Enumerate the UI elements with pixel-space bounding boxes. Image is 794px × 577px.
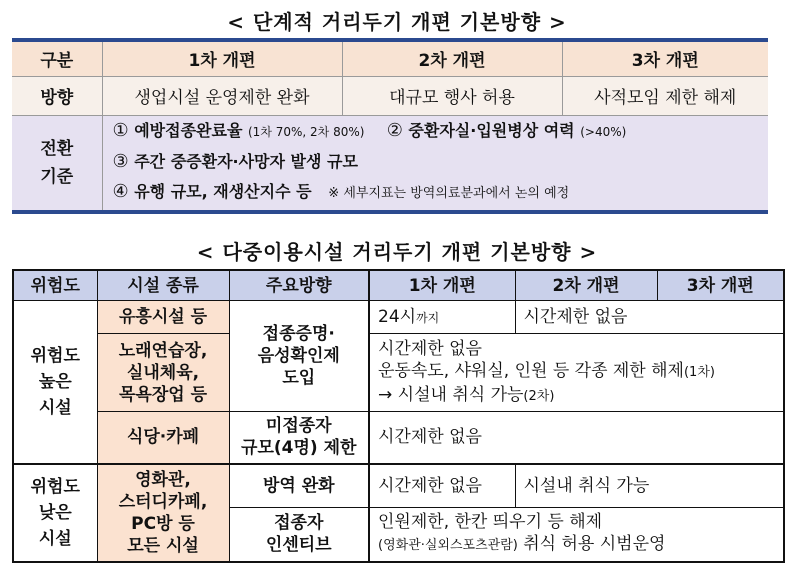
phase1-cell: 시간제한 없음 — [369, 464, 515, 508]
phase-note: (영화관·실외스포츠관람) — [378, 538, 518, 554]
risk-label-line: 낮은 — [38, 502, 72, 523]
header-cell: 위험도 — [13, 270, 97, 301]
risk-high-cell — [13, 301, 97, 464]
direction-line: 음성확인제 — [257, 346, 340, 366]
phase-span-cell — [369, 508, 784, 562]
criteria-line — [113, 177, 769, 209]
direction-cell: 방역 완화 — [229, 464, 369, 508]
phase-note: (1차) — [683, 364, 715, 380]
phase-span-cell: 시간제한 없음 — [369, 412, 784, 464]
criteria-line — [113, 147, 769, 177]
header-cell: 구분 — [12, 40, 102, 76]
criteria-row — [12, 115, 768, 212]
direction-cell — [229, 508, 369, 562]
direction-label: 방향 — [12, 76, 102, 115]
facility-line: 영화관, — [135, 469, 191, 490]
risk-label-line: 위험도 — [30, 345, 80, 366]
criterion-text: 중환자실·입원병상 여력 — [408, 121, 575, 140]
risk-label-line: 시설 — [38, 528, 72, 549]
header-cell: 3차 개편 — [657, 270, 784, 301]
phase-line: 시간제한 없음 — [378, 338, 482, 359]
facility-cell — [97, 334, 229, 412]
criterion-text: 주간 중증환자·사망자 발생 규모 — [134, 152, 358, 171]
phase2-cell: 시설내 취식 가능 — [515, 464, 784, 508]
phase-line: 인원제한, 한칸 띄우기 등 해제 — [378, 512, 603, 533]
direction-row — [12, 76, 768, 115]
criteria-line — [113, 116, 769, 147]
criterion-note: (1차 70%, 2차 80%) — [248, 125, 365, 139]
facility-line: 모든 시설 — [127, 535, 199, 556]
direction-line: 규모(4명) 제한 — [241, 438, 357, 459]
phase1-cell — [369, 301, 515, 334]
direction-line: 미접종자 — [265, 416, 332, 437]
criterion-note: (>40%) — [580, 125, 627, 139]
phase-line — [378, 360, 783, 384]
facility-line: 목욕장업 등 — [118, 384, 208, 405]
phase-text: 운동속도, 샤워실, 인원 등 각종 제한 해제 — [378, 360, 684, 381]
phased-plan-table — [12, 38, 768, 214]
table-row — [13, 301, 784, 334]
direction-line: 접종증명· — [262, 324, 335, 344]
facility-plan-title: < 다중이용시설 거리두기 개편 기본방향 > — [196, 240, 598, 264]
phase-text: 취식 허용 시범운영 — [517, 534, 666, 555]
direction-line: 접종자 — [274, 513, 324, 534]
header-cell: 시설 종류 — [97, 270, 229, 301]
criterion-number: ① — [112, 120, 129, 141]
criterion-number: ② — [386, 120, 403, 141]
phase-text: 24시 — [378, 306, 417, 327]
criteria-label — [12, 115, 102, 212]
direction-line: 도입 — [282, 368, 316, 388]
header-cell: 1차 개편 — [102, 40, 342, 76]
direction-cell: 사적모임 제한 해제 — [562, 76, 768, 115]
header-cell: 2차 개편 — [515, 270, 657, 301]
direction-line: 인센티브 — [265, 535, 332, 556]
plan-title: < 단계적 거리두기 개편 기본방향 > — [227, 10, 567, 34]
header-cell: 3차 개편 — [562, 40, 768, 76]
risk-low-cell — [13, 464, 97, 562]
criterion-text: 예방접종완료율 — [134, 121, 243, 140]
facility-line: PC방 등 — [131, 513, 195, 534]
phase-span-cell — [369, 334, 784, 412]
facility-line: 노래연습장, — [118, 340, 208, 361]
criterion-text: 유행 규모, 재생산지수 등 — [134, 182, 312, 201]
criteria-cell — [102, 115, 768, 212]
criteria-label-line: 기준 — [40, 166, 74, 187]
facility-line: 스터디카페, — [118, 491, 208, 512]
facility-cell — [97, 464, 229, 562]
table-row — [13, 334, 784, 412]
direction-cell: 대규모 행사 허용 — [342, 76, 562, 115]
facility-cell: 유흥시설 등 — [97, 301, 229, 334]
risk-label-line: 위험도 — [30, 476, 80, 497]
phase2-cell: 시간제한 없음 — [515, 301, 784, 334]
header-cell: 1차 개편 — [369, 270, 515, 301]
phase-note: (2차) — [523, 388, 555, 404]
criterion-number: ③ — [112, 151, 129, 172]
phase-text: → 시설내 취식 가능 — [378, 384, 524, 405]
table-header-row — [12, 40, 768, 76]
facility-cell: 식당·카페 — [97, 412, 229, 464]
criterion-note: ※ 세부지표는 방역의료분과에서 논의 예정 — [328, 186, 570, 201]
criterion-number: ④ — [112, 181, 129, 202]
phase-note: 까지 — [416, 310, 440, 325]
criteria-label-line: 전환 — [40, 138, 74, 159]
header-cell: 주요방향 — [229, 270, 369, 301]
table-header-row — [13, 270, 784, 301]
table-row — [13, 464, 784, 508]
table-row — [13, 412, 784, 464]
direction-cell — [229, 301, 369, 412]
phase-line — [378, 533, 783, 557]
facility-plan-table — [12, 269, 785, 563]
phase-line — [378, 384, 783, 408]
risk-label-line: 시설 — [38, 397, 72, 418]
header-cell: 2차 개편 — [342, 40, 562, 76]
direction-cell: 생업시설 운영제한 완화 — [102, 76, 342, 115]
risk-label-line: 높은 — [38, 371, 72, 392]
facility-line: 실내체육, — [126, 362, 200, 383]
direction-cell — [229, 412, 369, 464]
